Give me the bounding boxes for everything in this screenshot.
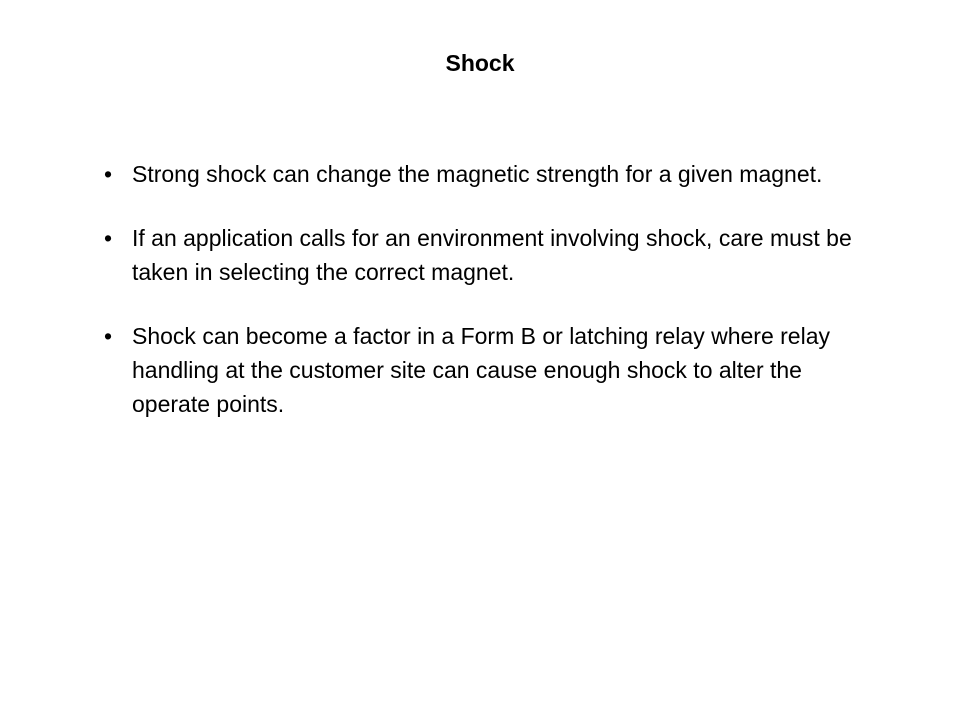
bullet-text: Strong shock can change the magnetic strength for a given magnet. bbox=[132, 161, 823, 187]
bullet-marker: • bbox=[104, 323, 113, 349]
bullet-marker: • bbox=[104, 161, 113, 187]
bullet-marker: • bbox=[104, 225, 113, 251]
bullet-item bbox=[104, 221, 864, 289]
bullet-text: Shock can become a factor in a Form B or latching relay where relay handling at the customer site can cause enough shock to alter the operate points. bbox=[132, 323, 830, 417]
bullet-item bbox=[104, 157, 864, 191]
slide-title: Shock bbox=[445, 50, 515, 76]
bullet-item bbox=[104, 319, 864, 421]
bullet-list bbox=[104, 157, 864, 421]
bullet-text: If an application calls for an environment involving shock, care must be taken in selecting the correct magnet. bbox=[132, 225, 852, 285]
